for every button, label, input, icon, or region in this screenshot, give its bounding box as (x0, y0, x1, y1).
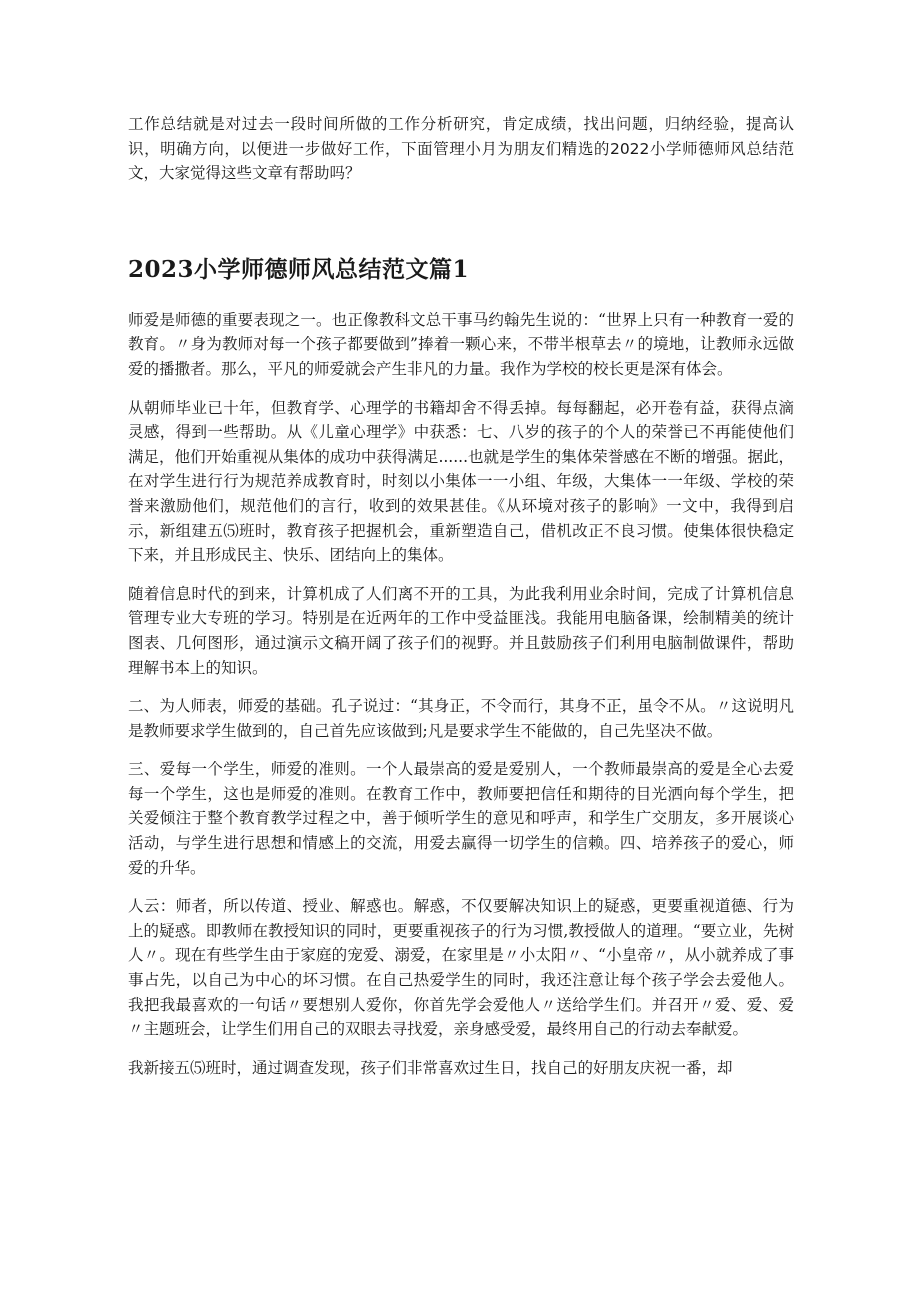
body-paragraph-4: 二、为人师表，师爱的基础。孔子说过：“其身正，不令而行，其身不正，虽令不从。〃这说明凡是教师要求学生做到的，自己首先应该做到;凡是要求学生不能做的，自己先坚决不做。 (128, 697, 794, 740)
body-paragraph-1: 师爱是师德的重要表现之一。也正像教科文总干事马约翰先生说的：“世界上只有一种教育一爱的教育。〃身为教师对每一个孩子都要做到”捧着一颗心来，不带半根草去〃的境地，让教师永远做爱的播撒者。那么，平凡的师爱就会产生非凡的力量。我作为学校的校长更是深有体会。 (128, 310, 794, 378)
body-paragraph-6: 人云：师者，所以传道、授业、解惑也。解惑，不仅要解决知识上的疑惑，更要重视道德、行为上的疑惑。即教师在教授知识的同时，更要重视孩子的行为习惯,教授做人的道理。“要立业，先树人〃。现在有些学生由于家庭的宠爱、溺爱，在家里是〃小太阳〃、“小皇帝〃，从小就养成了事事占先，以自己为中心的坏习惯。在自己热爱学生的同时，我还注意让每个孩子学会去爱他人。我把我最喜欢的一句话〃要想别人爱你，你首先学会爱他人〃送给学生们。并召开〃爱、爱、爱〃主题班会，让学生们用自己的双眼去寻找爱，亲身感受爱，最终用自己的行动去奉献爱。 (128, 897, 794, 1039)
body-paragraph-3: 随着信息时代的到来，计算机成了人们离不开的工具，为此我利用业余时间，完成了计算机信息管理专业大专班的学习。特别是在近两年的工作中受益匪浅。我能用电脑备课，绘制精美的统计图表、几何图形，通过演示文稿开阔了孩子们的视野。并且鼓励孩子们利用电脑制做课件，帮助理解书本上的知识。 (128, 584, 794, 677)
article-heading: 2023小学师德师风总结范文篇1 (128, 255, 470, 283)
intro-paragraph: 工作总结就是对过去一段时间所做的工作分析研究，肯定成绩，找出问题，归纳经验，提高认识，明确方向，以便进一步做好工作，下面管理小月为朋友们精选的2022小学师德师风总结范文，大家觉得这些文章有帮助吗？ (128, 115, 794, 183)
body-paragraph-7: 我新接五⑸班时，通过调查发现，孩子们非常喜欢过生日，找自己的好朋友庆祝一番，却 (128, 1058, 733, 1077)
body-paragraph-2: 从朝师毕业已十年，但教育学、心理学的书籍却舍不得丢掉。每每翻起，必开卷有益，获得点滴灵感，得到一些帮助。从《儿童心理学》中获悉：七、八岁的孩子的个人的荣誉已不再能使他们满足，他们开始重视从集体的成功中获得满足......也就是学生的集体荣誉感在不断的增强。据此，在对学生进行行为规范养成教育时，时刻以小集体一一小组、年级，大集体一一年级、学校的荣誉来激励他们，规范他们的言行，收到的效果甚佳。《从环境对孩子的影响》一文中，我得到启示，新组建五⑸班时，教育孩子把握机会，重新塑造自己，借机改正不良习惯。使集体很快稳定下来，并且形成民主、快乐、团结向上的集体。 (128, 398, 794, 565)
body-paragraph-5: 三、爱每一个学生，师爱的准则。一个人最崇高的爱是爱别人，一个教师最崇高的爱是全心去爱每一个学生，这也是师爱的准则。在教育工作中，教师要把信任和期待的目光洒向每个学生，把关爱倾注于整个教育教学过程之中，善于倾听学生的意见和呼声，和学生广交朋友，多开展谈心活动，与学生进行思想和情感上的交流，用爱去赢得一切学生的信赖。四、培养孩子的爱心，师爱的升华。 (128, 760, 794, 877)
document-page (128, 112, 794, 1094)
